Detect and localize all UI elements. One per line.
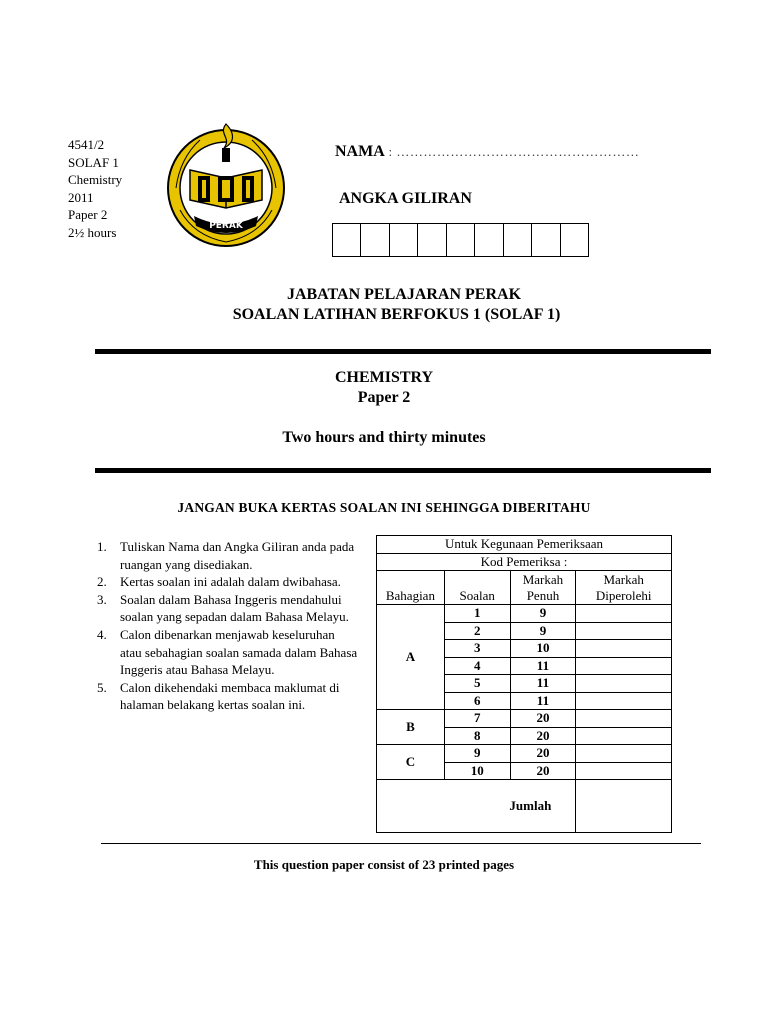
paper-meta [68,136,122,241]
section-c: C [377,745,445,780]
meta-subject: Chemistry [68,172,123,187]
marks-obtained-cell[interactable] [576,640,672,658]
instruction-item: 2. Kertas soalan ini adalah dalam dwibahasa. [97,574,341,590]
col-bahagian: Bahagian [377,571,445,605]
jumlah-label: Jumlah [377,780,576,833]
angka-box[interactable] [447,224,475,256]
paper-title: Paper 2 [357,389,411,406]
instruction-item: 5. Calon dikehendaki membaca maklumat di halaman belakang kertas soalan ini. [97,679,340,713]
table-row: C 9 20 [377,745,672,763]
jpn-perak-logo [160,118,292,250]
angka-box[interactable] [561,224,588,256]
meta-series: SOLAF 1 [68,154,119,170]
angka-box[interactable] [475,224,503,256]
page-count-text: This question paper consist of 23 printed pages [253,857,515,872]
angka-box[interactable] [390,224,418,256]
col-markah-penuh: Markah Penuh [510,571,576,605]
table-title: Untuk Kegunaan Pemeriksaan [377,536,672,554]
marks-obtained-cell[interactable] [576,622,672,640]
meta-paper: Paper 2 [68,207,108,222]
subject-title: CHEMISTRY [334,369,434,386]
department-title: JABATAN PELAJARAN PERAK [286,286,522,303]
instruction-item: 3. Soalan dalam Bahasa Inggeris mendahului soalan yang sepadan dalam Bahasa Melayu. [97,591,349,625]
meta-year: 2011 [68,189,94,205]
angka-box[interactable] [418,224,446,256]
duration-text: Two hours and thirty minutes [282,429,486,446]
meta-code: 4541/2 [68,137,105,152]
warning-text: JANGAN BUKA KERTAS SOALAN INI SEHINGGA DIBERITAHU [177,500,591,515]
exam-title: SOALAN LATIHAN BERFOKUS 1 (SOLAF 1) [232,306,561,323]
marks-obtained-cell[interactable] [576,710,672,728]
table-row: 5 11 [377,675,672,693]
section-b: B [377,710,445,745]
table-row: 10 20 [377,762,672,780]
crest-icon [160,118,292,250]
marks-obtained-cell[interactable] [576,727,672,745]
col-markah-diperolehi: Markah Diperolehi [576,571,672,605]
marks-obtained-cell[interactable] [576,762,672,780]
marks-obtained-cell[interactable] [576,675,672,693]
nama-field[interactable] [335,143,639,161]
table-row: 3 10 [377,640,672,658]
divider-top [95,349,711,354]
angka-box[interactable] [333,224,361,256]
nama-dots: : ……………………………………………… [384,144,640,159]
section-a: A [377,605,445,710]
marks-obtained-cell[interactable] [576,745,672,763]
marks-obtained-cell[interactable] [576,692,672,710]
divider-bottom [95,468,711,473]
table-row: 2 9 [377,622,672,640]
meta-hours: 2½ hours [68,224,117,240]
angka-giliran-label: ANGKA GILIRAN [339,190,472,207]
logo-banner-text: PERAK [209,221,243,231]
angka-giliran-boxes[interactable] [332,223,589,257]
examiner-marks-table [376,535,672,833]
nama-label: NAMA [335,143,385,160]
table-row: A 1 9 [377,605,672,623]
kod-pemeriksa: Kod Pemeriksa : [377,553,672,571]
marks-obtained-cell[interactable] [576,605,672,623]
col-soalan: Soalan [444,571,510,605]
table-row: 6 11 [377,692,672,710]
table-row: 8 20 [377,727,672,745]
instructions-list [97,538,359,714]
table-row: B 7 20 [377,710,672,728]
table-row: 4 11 [377,657,672,675]
angka-box[interactable] [361,224,389,256]
total-row [377,780,672,833]
instruction-item: 4. Calon dibenarkan menjawab keseluruhan atau sebahagian soalan samada dalam Bahasa Inggeris atau Bahasa Melayu. [97,626,358,678]
angka-box[interactable] [532,224,560,256]
angka-box[interactable] [504,224,532,256]
instruction-item: 1. Tuliskan Nama dan Angka Giliran anda pada ruangan yang disediakan. [97,539,355,572]
footer-divider [101,843,701,844]
marks-obtained-cell[interactable] [576,657,672,675]
total-marks-cell[interactable] [576,780,672,833]
